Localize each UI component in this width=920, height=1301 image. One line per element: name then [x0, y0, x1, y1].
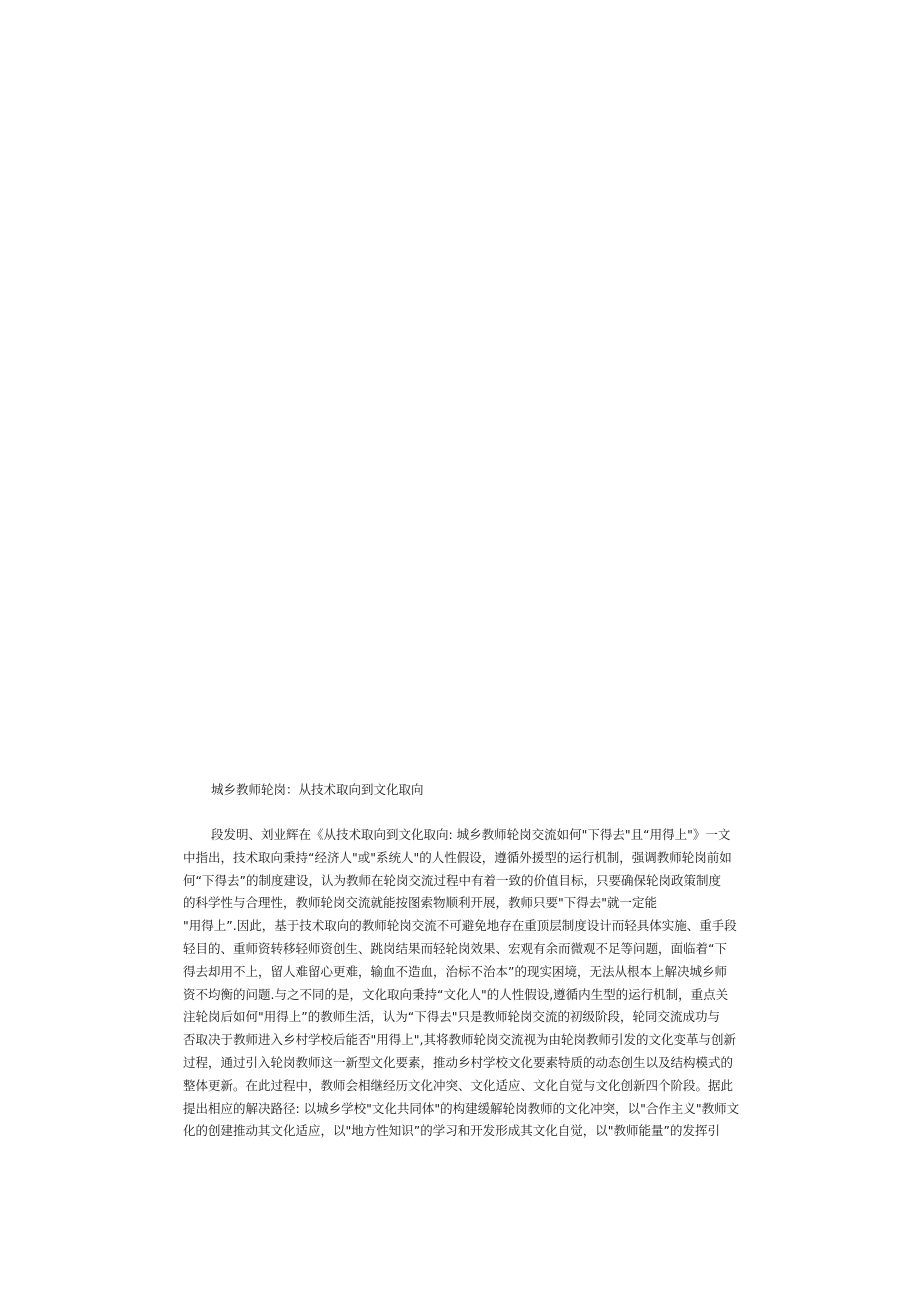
paragraph-line: 何“下得去”的制度建设，认为教师在轮岗交流过程中有着一致的价值目标，只要确保轮岗政策制度: [183, 872, 721, 888]
paragraph-line: 整体更新。在此过程中，教师会相继经历文化冲突、文化适应、文化自觉与文化创新四个阶段。据此: [183, 1077, 734, 1093]
paragraph-line: 化的创建推动其文化适应，以"地方性知识”的学习和开发形成其文化自觉，以"教师能量”的发挥引: [183, 1123, 720, 1139]
document-title: 城乡教师轮岗：从技术取向到文化取向: [211, 782, 424, 797]
paragraph-line: 中指出，技术取向秉持“经济人"或"系统人"的人性假设，遵循外援型的运行机制，强调教师轮岗前如: [183, 849, 732, 865]
paragraph-line: 得去却用不上，留人难留心更难，输血不造血，治标不治本”的现实困境，无法从根本上解决城乡师: [183, 963, 727, 979]
document-body: [183, 824, 743, 1143]
paragraph-line: 的科学性与合理性，教师轮岗交流就能按图索物顺利开展，教师只要"下得去"就一定能: [183, 895, 658, 911]
paragraph-line: 轻目的、重师资转移轻师资创生、跳岗结果而轻轮岗效果、宏观有余而微观不足等问题，面临着“下: [183, 940, 727, 956]
paragraph-line: 否取决于教师进入乡村学校后能否"用得上",其将教师轮岗交流视为由轮岗教师引发的文化变革与创新: [183, 1032, 736, 1048]
paragraph-line: 段发明、刘业辉在《从技术取向到文化取向: 城乡教师轮岗交流如何"下得去"且“用得上"》一文: [211, 827, 731, 842]
paragraph-line: 注轮岗后如何"用得上”的教师生活，认为“下得去"只是教师轮岗交流的初级阶段，轮同交流成功与: [183, 1009, 720, 1025]
paragraph-line: "用得上”.因此，基于技术取向的教师轮岗交流不可避免地存在重顶层制度设计而轻具体实施、重手段: [183, 918, 737, 934]
paragraph-line: 过程，通过引入轮岗教师这一新型文化要素，推动乡村学校文化要素特质的动态创生以及结构模式的: [183, 1054, 734, 1070]
paragraph-line: 提出相应的解决路径: 以城乡学校"文化共同体"的构建缓解轮岗教师的文化冲突，以"合作主义"教师文: [183, 1100, 740, 1116]
paragraph-line: 资不均衡的问题.与之不同的是，文化取向秉持“文化人"的人性假设,遵循内生型的运行机制，重点关: [183, 986, 729, 1002]
